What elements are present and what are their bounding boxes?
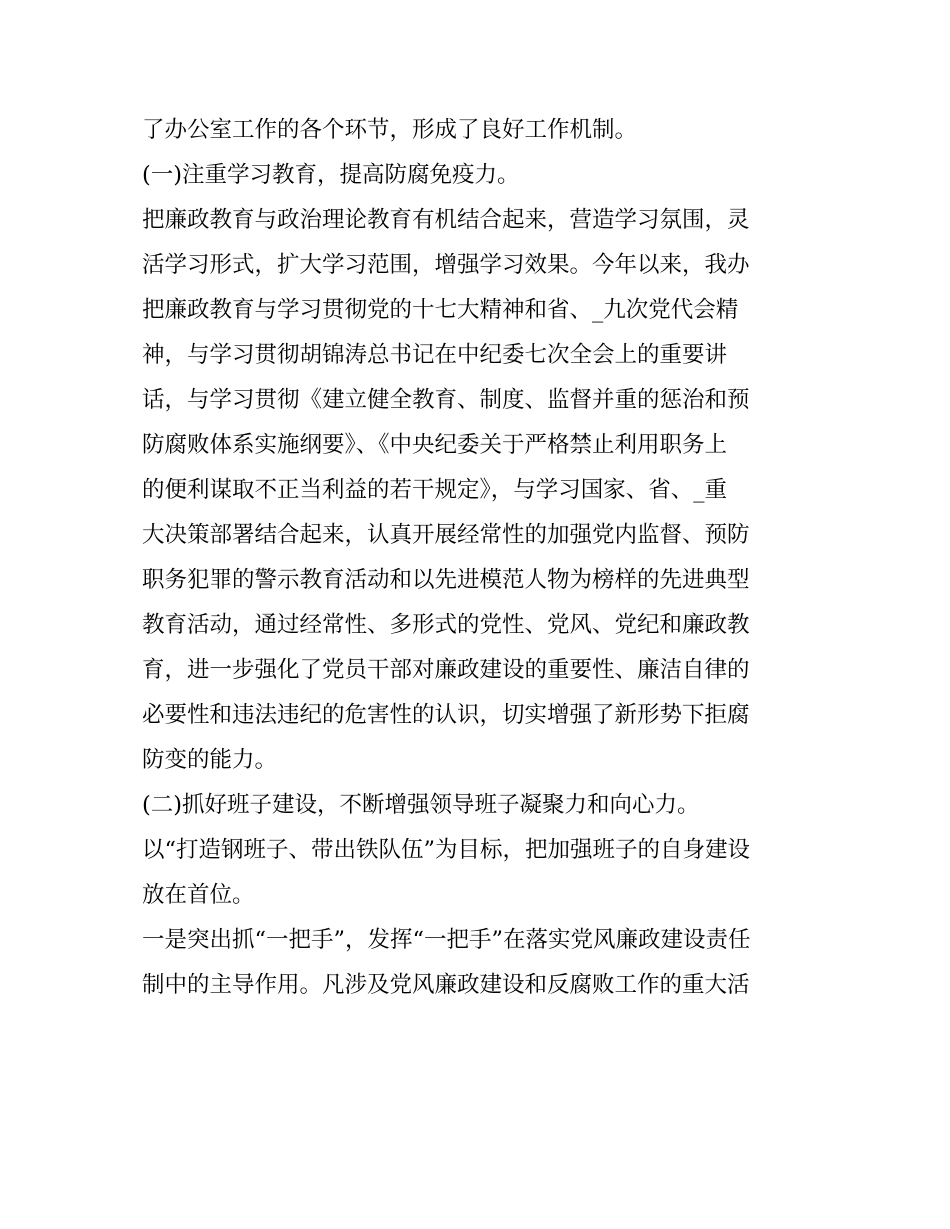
text-line: 必要性和违法违纪的危害性的认识，切实增强了新形势下拒腐 (142, 702, 750, 728)
text-line: 以“打造钢班子、带出铁队伍”为目标，把加强班子的自身建设 (142, 837, 751, 863)
text-line: 一是突出抓“一把手”，发挥“一把手”在落实党风廉政建设责任 (142, 927, 751, 953)
text-line: 的便利谋取不正当利益的若干规定》，与学习国家、省、_重 (142, 477, 728, 503)
text-line: 话，与学习贯彻《建立健全教育、制度、监督并重的惩治和预 (142, 387, 750, 413)
text-line: 防变的能力。 (142, 747, 278, 773)
document-body (142, 108, 822, 1008)
text-line: 把廉政教育与政治理论教育有机结合起来，营造学习氛围，灵 (142, 207, 750, 233)
text-line: 育，进一步强化了党员干部对廉政建设的重要性、廉洁自律的 (142, 657, 750, 683)
text-line: 活学习形式，扩大学习范围，增强学习效果。今年以来，我办 (142, 252, 750, 278)
text-line: 职务犯罪的警示教育活动和以先进模范人物为榜样的先进典型 (142, 567, 750, 593)
text-line: 大决策部署结合起来，认真开展经常性的加强党内监督、预防 (142, 522, 750, 548)
text-line: 防腐败体系实施纲要》、《中央纪委关于严格禁止利用职务上 (142, 432, 728, 458)
section-heading: (二)抓好班子建设，不断增强领导班子凝聚力和向心力。 (142, 792, 700, 818)
text-line: 放在首位。 (142, 882, 255, 908)
text-line: 把廉政教育与学习贯彻党的十七大精神和省、_九次党代会精 (142, 297, 739, 323)
text-line: 了办公室工作的各个环节，形成了良好工作机制。 (142, 117, 638, 143)
text-line: 制中的主导作用。凡涉及党风廉政建设和反腐败工作的重大活 (142, 972, 750, 998)
text-line: 神，与学习贯彻胡锦涛总书记在中纪委七次全会上的重要讲 (142, 342, 728, 368)
section-heading: (一)注重学习教育，提高防腐免疫力。 (142, 162, 520, 188)
text-line: 教育活动，通过经常性、多形式的党性、党风、党纪和廉政教 (142, 612, 750, 638)
